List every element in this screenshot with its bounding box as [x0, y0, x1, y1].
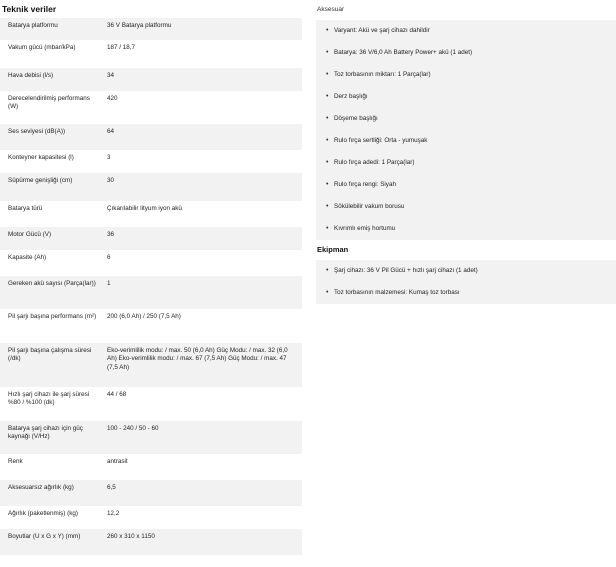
spec-value: 100 - 240 / 50 - 60	[107, 425, 159, 432]
bullet-icon: •	[326, 137, 329, 144]
spec-row	[0, 250, 302, 276]
spec-key: Pil şarjı başına performans (m²)	[8, 313, 97, 320]
bullet-icon: •	[326, 71, 329, 78]
spec-value: 6,5	[107, 484, 116, 491]
bullet-icon: •	[326, 159, 329, 166]
list-item-label: Döşeme başlığı	[334, 115, 378, 122]
spec-key: Renk	[8, 458, 23, 465]
spec-key: Batarya şarj cihazı için güç kaynağı (V/Hz)	[8, 425, 83, 441]
spec-key: Süpürme genişliği (cm)	[8, 177, 73, 184]
spec-value: Eko-verimlilik modu: / max. 50 (6,0 Ah) Güç Modu: / max. 32 (6,0 Ah) Eko-verimlilik modu: / max. 67 (7,5 Ah) Güç Modu: / max. 47 (7,5 Ah)	[107, 347, 288, 371]
spec-value: antrasit	[107, 458, 128, 465]
bullet-icon: •	[326, 93, 329, 100]
list-item	[316, 196, 616, 218]
spec-row	[0, 91, 302, 124]
spec-value: 12,2	[107, 510, 120, 517]
list-item-label: Şarj cihazı: 36 V Pil Gücü + hızlı şarj cihazı (1 adet)	[334, 267, 478, 274]
bullet-icon: •	[326, 225, 329, 232]
spec-row	[0, 480, 302, 506]
spec-row	[0, 201, 302, 227]
list-item-label: Rulo fırça adedi: 1 Parça(lar)	[334, 159, 415, 166]
spec-key: Konteyner kapasitesi (l)	[8, 154, 74, 161]
spec-row	[0, 40, 302, 68]
equipment-title: Ekipman	[317, 245, 349, 254]
spec-key: Ses seviyesi (dB(A))	[8, 128, 66, 135]
spec-value: 200 (6,0 Ah) / 250 (7,5 Ah)	[107, 313, 181, 320]
bullet-icon: •	[326, 49, 329, 56]
spec-row	[0, 124, 302, 150]
list-item	[316, 64, 616, 86]
list-item-label: Derz başlığı	[334, 93, 368, 100]
spec-key: Batarya platformu	[8, 22, 58, 29]
list-item	[316, 260, 616, 282]
list-item	[316, 20, 616, 42]
bullet-icon: •	[326, 289, 329, 296]
spec-key: Boyutlar (U x G x Y) (mm)	[8, 533, 81, 540]
spec-row	[0, 227, 302, 250]
accessories-title: Aksesuar	[317, 6, 345, 13]
spec-key: Aksesuarsız ağırlık (kg)	[8, 484, 74, 491]
spec-key: Motor Gücü (V)	[8, 231, 52, 238]
spec-value: 6	[107, 254, 111, 261]
bullet-icon: •	[326, 203, 329, 210]
spec-value: 3	[107, 154, 111, 161]
list-item-label: Toz torbasının malzemesi: Kumaş toz torbası	[334, 289, 460, 296]
spec-key: Vakum gücü (mbar/kPa)	[8, 44, 76, 51]
spec-key: Derecelendirilmiş performans (W)	[8, 95, 90, 111]
list-item	[316, 108, 616, 130]
spec-key: Kapasite (Ah)	[8, 254, 47, 261]
list-item-label: Rulo fırça sertliği: Orta - yumuşak	[334, 137, 428, 144]
spec-value: 420	[107, 95, 118, 102]
spec-row	[0, 173, 302, 201]
bullet-icon: •	[326, 181, 329, 188]
accessories-equipment-section	[316, 0, 616, 304]
spec-row	[0, 387, 302, 421]
spec-key: Ağırlık (paketlenmiş) (kg)	[8, 510, 78, 517]
spec-value: 64	[107, 128, 115, 135]
spec-value: 1	[107, 280, 111, 287]
spec-key: Batarya türü	[8, 205, 43, 212]
list-item	[316, 152, 616, 174]
spec-value: 187 / 18,7	[107, 44, 136, 51]
spec-row	[0, 309, 302, 343]
bullet-icon: •	[326, 267, 329, 274]
technical-specs-table	[0, 18, 302, 555]
spec-value: 36	[107, 231, 115, 238]
list-item-label: Toz torbasının miktarı: 1 Parça(lar)	[334, 71, 431, 78]
spec-row	[0, 454, 302, 480]
list-item	[316, 282, 616, 304]
spec-key: Pil şarjı başına çalışma süresi (/dk)	[8, 347, 92, 363]
bullet-icon: •	[326, 27, 329, 34]
technical-specs-section	[0, 0, 302, 555]
list-item	[316, 218, 616, 240]
spec-row	[0, 18, 302, 40]
bullet-icon: •	[326, 115, 329, 122]
list-item-label: Rulo fırça rengi: Siyah	[334, 181, 396, 188]
list-item-label: Sökülebilir vakum borusu	[334, 203, 405, 210]
technical-specs-title: Teknik veriler	[2, 4, 57, 14]
list-item-label: Kıvrımlı emiş hortumu	[334, 225, 396, 232]
spec-value: Çıkarılabilir lityum iyon akü	[107, 205, 182, 212]
spec-row	[0, 343, 302, 387]
spec-value: 260 x 310 x 1150	[107, 533, 155, 540]
spec-row	[0, 276, 302, 309]
list-item-label: Varyant: Akü ve şarj cihazı dahildir	[334, 27, 430, 34]
spec-row	[0, 421, 302, 454]
spec-row	[0, 529, 302, 555]
spec-value: 34	[107, 72, 115, 79]
list-item	[316, 42, 616, 64]
spec-value: 36 V Batarya platformu	[107, 22, 172, 29]
spec-row	[0, 68, 302, 91]
accessories-list	[316, 20, 616, 240]
spec-key: Hızlı şarj cihazı ile şarj süresi %80 / %100 (dk)	[8, 391, 90, 407]
spec-row	[0, 150, 302, 173]
list-item-label: Batarya: 36 V/6,0 Ah Battery Power+ akü (1 adet)	[334, 49, 473, 56]
spec-row	[0, 506, 302, 529]
list-item	[316, 130, 616, 152]
spec-key: Gereken akü sayısı (Parça(lar))	[8, 280, 96, 287]
list-item	[316, 174, 616, 196]
spec-value: 30	[107, 177, 115, 184]
list-item	[316, 86, 616, 108]
spec-key: Hava debisi (l/s)	[8, 72, 54, 79]
equipment-list	[316, 260, 616, 304]
spec-value: 44 / 68	[107, 391, 127, 398]
